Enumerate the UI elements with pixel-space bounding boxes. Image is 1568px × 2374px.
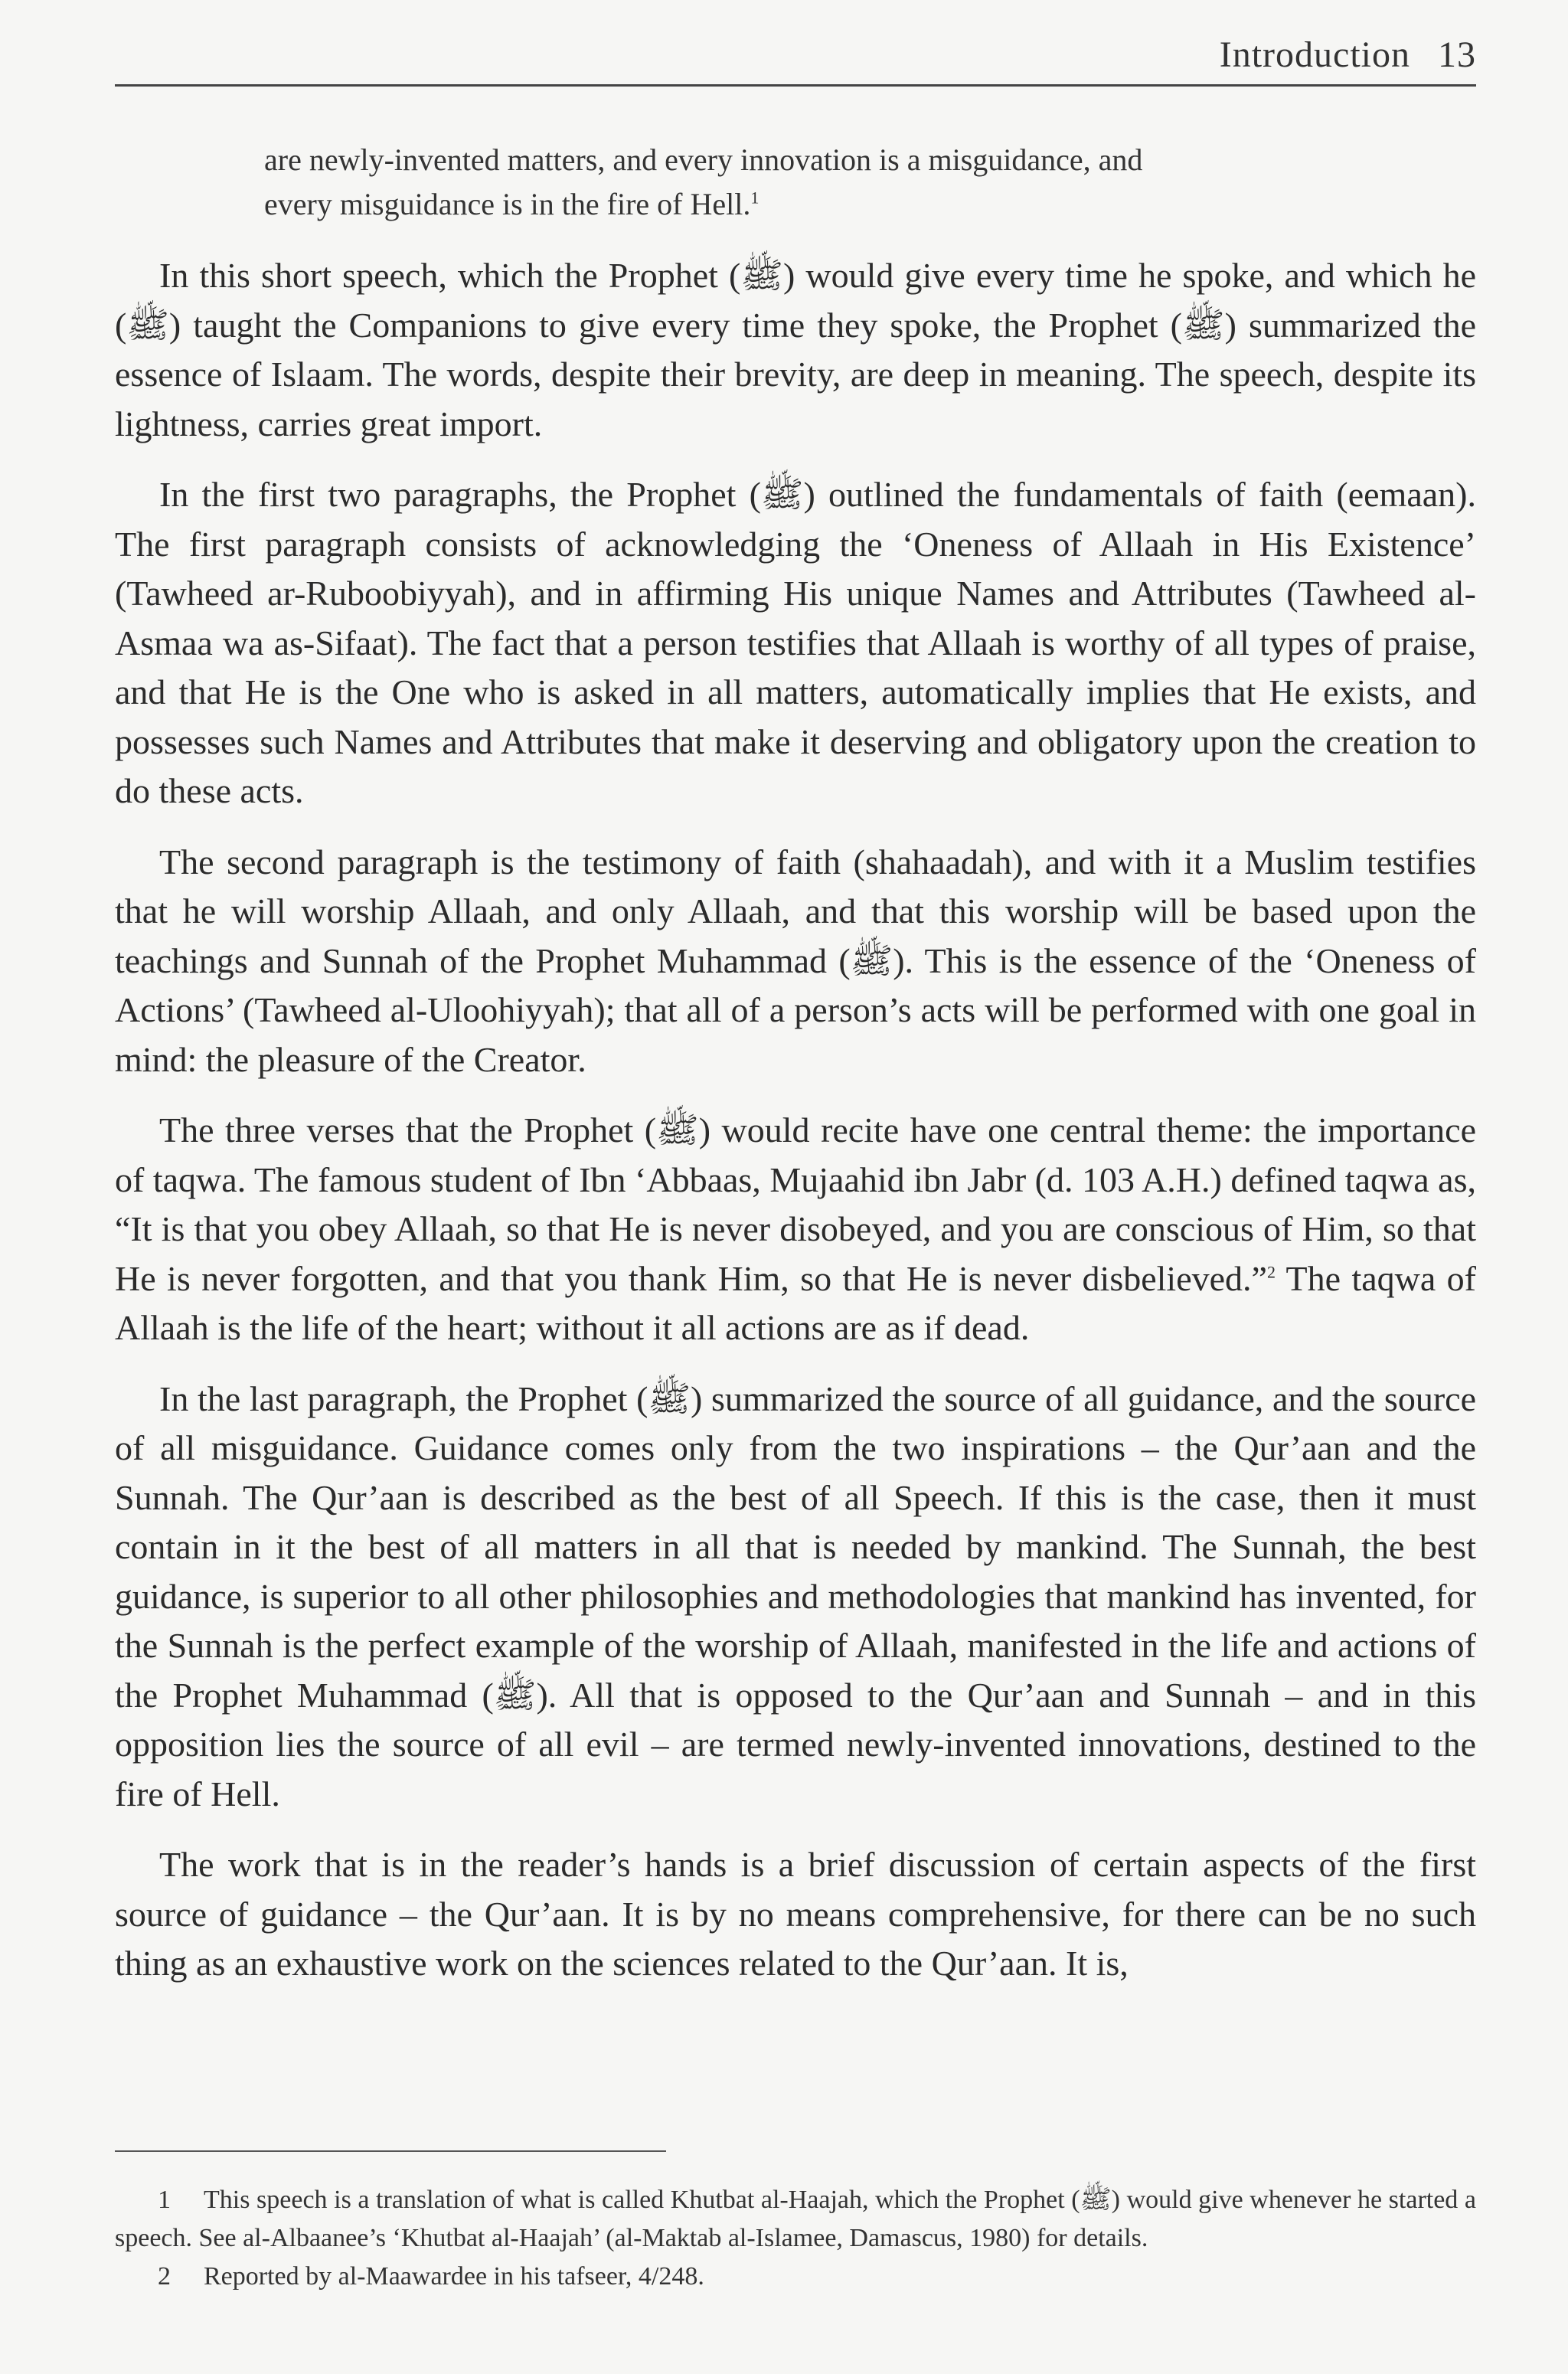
- paragraph-5: In the last paragraph, the Prophet (ﷺ) summarized the source of all guidance, and the source of all misguidance. Guidance comes only from the two inspirations – the Qur’aan and the Sunnah. The Qur’aan is described as the best of all Speech. If this is the case, then it must contain in it the best of all matters in all that is needed by mankind. The Sunnah, the best guidance, is superior to all other philosophies and methodologies that mankind has invented, for the Sunnah is the perfect example of the worship of Allaah, manifested in the life and actions of the Prophet Muhammad (ﷺ). All that is opposed to the Qur’aan and Sunnah – and in this opposition lies the source of all evil – are termed newly-invented innovations, destined to the fire of Hell.: [115, 1378, 1476, 1813]
- section-title: Introduction: [1219, 34, 1410, 75]
- paragraph-2: In the first two paragraphs, the Prophet (ﷺ) outlined the fundamentals of faith (eemaan). The first paragraph consists of acknowledging the ‘Oneness of Allaah in His Existence’ (Tawheed ar-Ruboobiyyah), and in affirming His unique Names and Attributes (Tawheed al-Asmaa wa as-Sifaat). The fact that a person testifies that Allaah is worthy of all types of praise, and that He is the One who is asked in all matters, automatically implies that He exists, and possesses such Names and Attributes that make it deserving and obligatory upon the creation to do these acts.: [115, 475, 1476, 810]
- footnote-number: 2: [158, 2262, 171, 2291]
- quote-line-2-text: every misguidance is in the fire of Hell.: [264, 187, 751, 221]
- footnote-rule: [115, 2150, 666, 2152]
- paragraph-1: In this short speech, which the Prophet (ﷺ) would give every time he spoke, and which he (ﷺ) taught the Companions to give every time they spoke, the Prophet (ﷺ) summarized the essence of Islaam. The words, despite their brevity, are deep in meaning. The speech, despite its lightness, carries great import.: [115, 256, 1476, 443]
- footnote-number: 1: [158, 2186, 171, 2214]
- footnote-2: [115, 2258, 1476, 2296]
- page-number: 13: [1438, 34, 1476, 75]
- paragraph-4-text-b: The taqwa of Allaah is the life of the heart; without it all actions are as if dead.: [115, 1258, 1476, 1347]
- body-text: [115, 251, 1476, 2010]
- header-run: [1220, 34, 1476, 76]
- quote-line-2: [264, 182, 1336, 227]
- footnote-text: This speech is a translation of what is called Khutbat al-Haajah, which the Prophet (ﷺ) would give whenever he started a speech. See al-Albaanee’s ‘Khutbat al-Haajah’ (al-Maktab al-Islamee, Damascus, 1980) for details.: [115, 2186, 1476, 2252]
- footnote-ref-2: 2: [1266, 1262, 1276, 1282]
- paragraph-3: The second paragraph is the testimony of faith (shahaadah), and with it a Muslim testifies that he will worship Allaah, and only Allaah, and that this worship will be based upon the teachings and Sunnah of the Prophet Muhammad (ﷺ). This is the essence of the ‘Oneness of Actions’ (Tawheed al-Uloohiyyah); that all of a person’s acts will be performed with one goal in mind: the pleasure of the Creator.: [115, 842, 1476, 1079]
- paragraph-6: The work that is in the reader’s hands is a brief discussion of certain aspects of the first source of guidance – the Qur’aan. It is by no means comprehensive, for there can be no such thing as an exhaustive work on the sciences related to the Qur’aan. It is,: [115, 1845, 1476, 1983]
- running-header: [115, 31, 1476, 87]
- footnotes: [115, 2181, 1476, 2296]
- paragraph-4-text-a: The three verses that the Prophet (ﷺ) would recite have one central theme: the importance of taqwa. The famous student of Ibn ‘Abbaas, Mujaahid ibn Jabr (d. 103 A.H.) defined taqwa as, “It is that you obey Allaah, so that He is never disobeyed, and you are conscious of Him, so that He is never forgotten, and that you thank Him, so that He is never disbelieved.”: [115, 1110, 1476, 1298]
- paragraph-4: [115, 1106, 1476, 1353]
- footnote-1: [115, 2181, 1476, 2258]
- block-quote: [264, 138, 1336, 227]
- quote-line-1: are newly-invented matters, and every innovation is a misguidance, and: [264, 142, 1143, 177]
- footnote-ref-1: 1: [750, 188, 760, 208]
- footnote-text: Reported by al-Maawardee in his tafseer, 4/248.: [204, 2262, 704, 2291]
